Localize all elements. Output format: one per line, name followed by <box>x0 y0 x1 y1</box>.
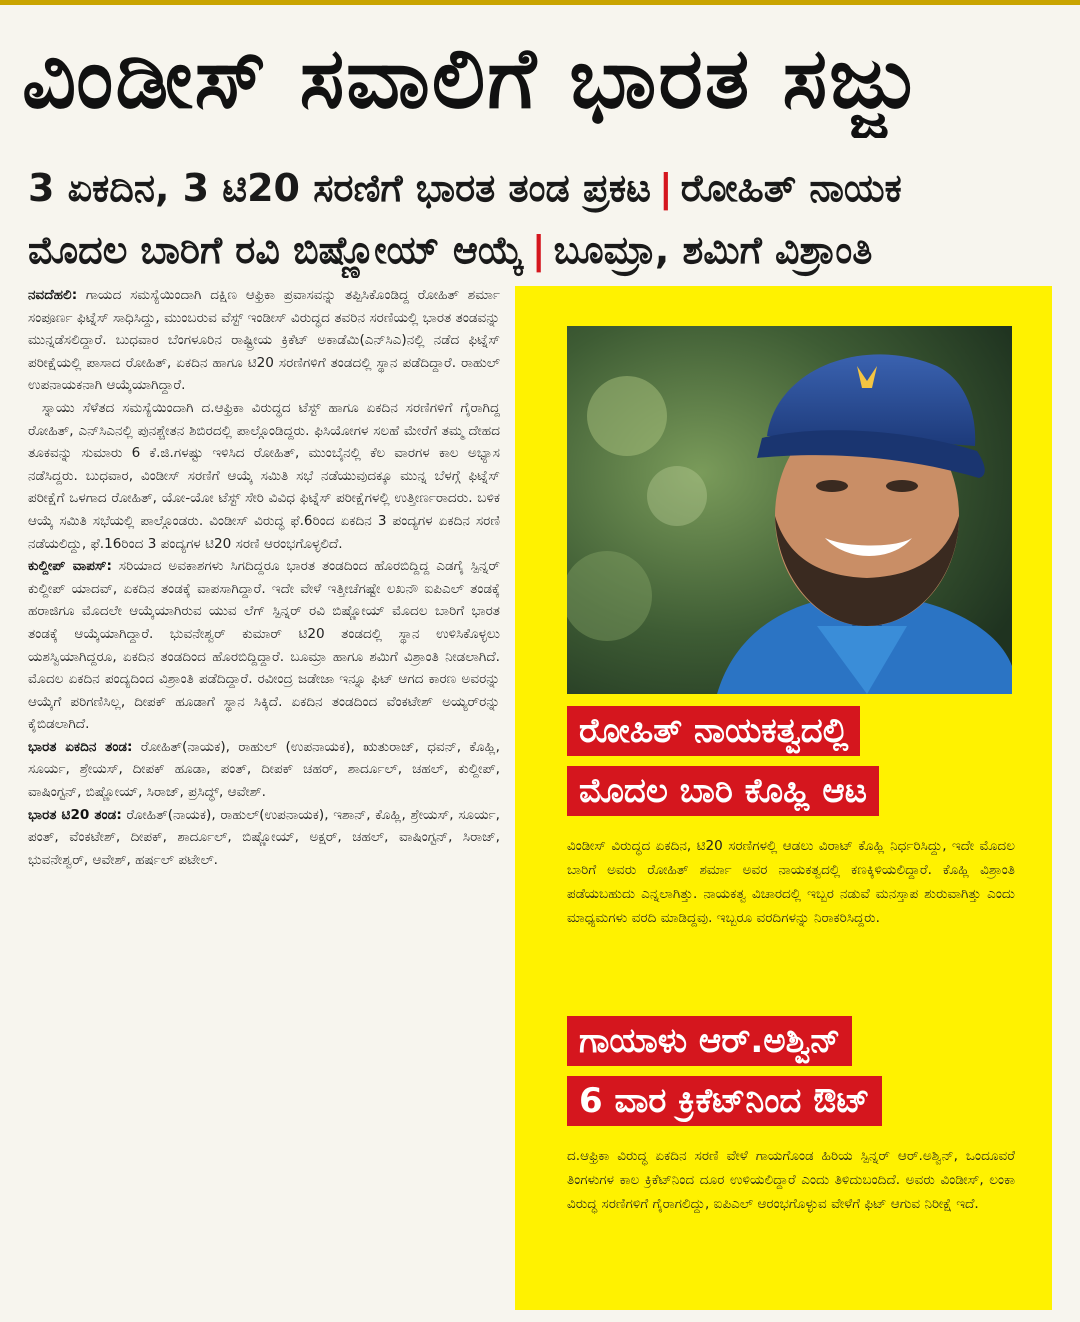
box1-headline-line2: ಮೊದಲ ಬಾರಿ ಕೊಹ್ಲಿ ಆಟ <box>567 766 879 816</box>
subheadline-2b: ಬೂಮ್ರಾ, ಶಮಿಗೆ ವಿಶ್ರಾಂತಿ <box>553 228 873 272</box>
subheadline-2 <box>28 222 1058 278</box>
subheadline-2a: ಮೊದಲ ಬಾರಿಗೆ ರವಿ ಬಿಷ್ಣೋಯ್ ಆಯ್ಕೆ <box>28 228 524 272</box>
article-text: ಸ್ನಾಯು ಸೆಳೆತದ ಸಮಸ್ಯೆಯಿಂದಾಗಿ ದ.ಆಫ್ರಿಕಾ ವಿರುದ್ಧದ ಟೆಸ್ಟ್ ಹಾಗೂ ಏಕದಿನ ಸರಣಿಗಳಿಗೆ ಗೈರಾಗಿದ್ದ ರೋಹಿತ್, ಎನ್‌ಸಿಎನಲ್ಲಿ ಪುನಶ್ಚೇತನ ಶಿಬಿರದಲ್ಲಿ ಪಾಲ್ಗೊಂಡಿದ್ದರು. ಫಿಸಿಯೋಗಳ ಸಲಹೆ ಮೇರೆಗೆ ತಮ್ಮ ದೇಹದ ತೂಕವನ್ನು ಸುಮಾರು 6 ಕೆ.ಜಿ.ಗಳಷ್ಟು ಇಳಿಸಿದ ರೋಹಿತ್, ಮುಂಬೈನಲ್ಲಿ ಕೆಲ ವಾರಗಳ ಕಾಲ ಅಭ್ಯಾಸ ನಡೆಸಿದ್ದರು. ಬುಧವಾರ, ವಿಂಡೀಸ್ ಸರಣಿಗೆ ಆಯ್ಕೆ ಸಮಿತಿ ಸಭೆ ನಡೆಯುವುದಕ್ಕೂ ಮುನ್ನ ಬೆಳಗ್ಗೆ ಫಿಟ್ನೆಸ್ ಪರೀಕ್ಷೆಗೆ ಒಳಗಾದ ರೋಹಿತ್, ಯೋ-ಯೋ ಟೆಸ್ಟ್ ಸೇರಿ ವಿವಿಧ ಫಿಟ್ನೆಸ್ ಪರೀಕ್ಷೆಗಳಲ್ಲಿ ಉತ್ತೀರ್ಣರಾದರು. ಬಳಿಕ ಆಯ್ಕೆ ಸಮಿತಿ ಸಭೆಯಲ್ಲಿ ಪಾಲ್ಗೊಂಡರು. ವಿಂಡೀಸ್ ವಿರುದ್ಧ ಫೆ.6ರಿಂದ ಏಕದಿನ 3 ಪಂದ್ಯಗಳ ಏಕದಿನ ಸರಣಿ ನಡೆಯಲಿದ್ದು, ಫೆ.16ರಿಂದ 3 ಪಂದ್ಯಗಳ ಟಿ20 ಸರಣಿ ಆರಂಭಗೊಳ್ಳಲಿದೆ. <box>28 399 500 552</box>
box2-headline-line2: 6 ವಾರ ಕ್ರಿಕೆಟ್‌ನಿಂದ ಔಟ್ <box>567 1076 882 1126</box>
article-paragraph <box>28 284 500 397</box>
article-paragraph <box>28 555 500 736</box>
article-text: ಗಾಯದ ಸಮಸ್ಯೆಯಿಂದಾಗಿ ದಕ್ಷಿಣ ಆಫ್ರಿಕಾ ಪ್ರವಾಸವನ್ನು ತಪ್ಪಿಸಿಕೊಂಡಿದ್ದ ರೋಹಿತ್ ಶರ್ಮಾ ಸಂಪೂರ್ಣ ಫಿಟ್ನೆಸ್ ಸಾಧಿಸಿದ್ದು, ಮುಂಬರುವ ವೆಸ್ಟ್ ಇಂಡೀಸ್ ವಿರುದ್ಧದ ತವರಿನ ಸರಣಿಯಲ್ಲಿ ಭಾರತ ತಂಡವನ್ನು ಮುನ್ನಡೆಸಲಿದ್ದಾರೆ. ಬುಧವಾರ ಬೆಂಗಳೂರಿನ ರಾಷ್ಟ್ರೀಯ ಕ್ರಿಕೆಟ್ ಅಕಾಡೆಮಿ(ಎನ್‌ಸಿಎ)ನಲ್ಲಿ ನಡೆದ ಫಿಟ್ನೆಸ್ ಪರೀಕ್ಷೆಯಲ್ಲಿ ಪಾಸಾದ ರೋಹಿತ್, ಏಕದಿನ ಹಾಗೂ ಟಿ20 ಸರಣಿಗಳಿಗೆ ತಂಡದಲ್ಲಿ ಸ್ಥಾನ ಪಡೆದಿದ್ದಾರೆ. ರಾಹುಲ್ ಉಪನಾಯಕನಾಗಿ ಆಯ್ಕೆಯಾಗಿದ್ದಾರೆ. <box>28 287 500 394</box>
dateline: ನವದೆಹಲಿ: <box>28 287 78 303</box>
subhead-odi-squad: ಭಾರತ ಏಕದಿನ ತಂಡ: <box>28 738 133 755</box>
box1-headline-line1: ರೋಹಿತ್ ನಾಯಕತ್ವದಲ್ಲಿ <box>567 706 860 756</box>
article-text: ರೋಹಿತ್(ನಾಯಕ), ರಾಹುಲ್(ಉಪನಾಯಕ), ಇಶಾನ್, ಕೊಹ್ಲಿ, ಶ್ರೇಯಸ್, ಸೂರ್ಯ, ಪಂತ್, ವೆಂಕಟೇಶ್, ದೀಪಕ್, ಶಾರ್ದೂಲ್, ಬಿಷ್ಣೋಯ್, ಅಕ್ಷರ್, ಚಹಲ್, ವಾಷಿಂಗ್ಟನ್, ಸಿರಾಜ್, ಭುವನೇಶ್ವರ್, ಆವೇಶ್, ಹರ್ಷಲ್ ಪಟೇಲ್. <box>28 806 500 868</box>
subheadline-1a: 3 ಏಕದಿನ, 3 ಟಿ20 ಸರಣಿಗೆ ಭಾರತ ತಂಡ ಪ್ರಕಟ <box>28 166 651 210</box>
subhead-kuldeep: ಕುಲ್ದೀಪ್ ವಾಪಸ್: <box>28 558 112 575</box>
subheadline-1b: ರೋಹಿತ್ ನಾಯಕ <box>680 166 902 210</box>
article-text: ಸರಿಯಾದ ಅವಕಾಶಗಳು ಸಿಗದಿದ್ದರೂ ಭಾರತ ತಂಡದಿಂದ ಹೊರಬಿದ್ದಿದ್ದ ಎಡಗೈ ಸ್ಪಿನ್ನರ್ ಕುಲ್ದೀಪ್ ಯಾದವ್, ಏಕದಿನ ತಂಡಕ್ಕೆ ವಾಪಸಾಗಿದ್ದಾರೆ. ಇದೇ ವೇಳೆ ಇತ್ತೀಚೆಗಷ್ಟೇ ಲಖನೌ ಐಪಿಎಲ್ ತಂಡಕ್ಕೆ ಹರಾಜಿಗೂ ಮೊದಲೇ ಆಯ್ಕೆಯಾಗಿರುವ ಯುವ ಲೆಗ್ ಸ್ಪಿನ್ನರ್ ರವಿ ಬಿಷ್ಣೋಯ್ ಮೊದಲ ಬಾರಿಗೆ ಭಾರತ ತಂಡಕ್ಕೆ ಆಯ್ಕೆಯಾಗಿದ್ದಾರೆ. ಭುವನೇಶ್ವರ್ ಕುಮಾರ್ ಟಿ20 ತಂಡದಲ್ಲಿ ಸ್ಥಾನ ಉಳಿಸಿಕೊಳ್ಳಲು ಯಶಸ್ವಿಯಾಗಿದ್ದರೂ, ಏಕದಿನ ತಂಡದಿಂದ ಹೊರಬಿದ್ದಿದ್ದಾರೆ. ಬೂಮ್ರಾ ಹಾಗೂ ಶಮಿಗೆ ವಿಶ್ರಾಂತಿ ನೀಡಲಾಗಿದೆ. ಮೊದಲ ಏಕದಿನ ಪಂದ್ಯದಿಂದ ವಿಶ್ರಾಂತಿ ಪಡೆದಿದ್ದಾರೆ. ರವೀಂದ್ರ ಜಡೇಜಾ ಇನ್ನೂ ಫಿಟ್ ಆಗದ ಕಾರಣ ಅವರನ್ನು ಆಯ್ಕೆಗೆ ಪರಿಗಣಿಸಿಲ್ಲ, ದೀಪಕ್ ಹೂಡಾಗೆ ಸ್ಥಾನ ಸಿಕ್ಕಿದೆ. ಏಕದಿನ ತಂಡದಿಂದ ವೆಂಕಟೇಶ್ ಅಯ್ಯರ್‌ರನ್ನು ಕೈಬಿಡಲಾಗಿದೆ. <box>28 558 500 733</box>
top-rule <box>0 0 1080 5</box>
subheadline-separator: | <box>658 166 673 210</box>
box2-body: ದ.ಆಫ್ರಿಕಾ ವಿರುದ್ಧ ಏಕದಿನ ಸರಣಿ ವೇಳೆ ಗಾಯಗೊಂಡ ಹಿರಿಯ ಸ್ಪಿನ್ನರ್ ಆರ್.ಅಶ್ವಿನ್, ಒಂದೂವರೆ ತಿಂಗಳುಗಳ ಕಾಲ ಕ್ರಿಕೆಟ್‌ನಿಂದ ದೂರ ಉಳಿಯಲಿದ್ದಾರೆ ಎಂದು ತಿಳಿದುಬಂದಿದೆ. ಅವರು ವಿಂಡೀಸ್, ಲಂಕಾ ವಿರುದ್ಧ ಸರಣಿಗಳಿಗೆ ಗೈರಾಗಲಿದ್ದು, ಐಪಿಎಲ್ ಆರಂಭಗೊಳ್ಳುವ ವೇಳೆಗೆ ಫಿಟ್ ಆಗುವ ನಿರೀಕ್ಷೆ ಇದೆ. <box>567 1148 1015 1212</box>
headline: ವಿಂಡೀಸ್ ಸವಾಲಿಗೆ ಭಾರತ ಸಜ್ಜು <box>22 29 921 127</box>
article-paragraph <box>28 804 500 872</box>
box2-headline-line1: ಗಾಯಾಳು ಆರ್.ಅಶ್ವಿನ್ <box>567 1016 852 1066</box>
subheadline-1 <box>28 160 1058 216</box>
article-paragraph <box>28 397 500 555</box>
sidebar-box <box>515 286 1052 1310</box>
subhead-t20-squad: ಭಾರತ ಟಿ20 ತಂಡ: <box>28 806 122 823</box>
article-body <box>28 284 500 1314</box>
player-photo <box>567 326 1012 694</box>
article-text: ರೋಹಿತ್(ನಾಯಕ), ರಾಹುಲ್ (ಉಪನಾಯಕ), ಋತುರಾಜ್, ಧವನ್, ಕೊಹ್ಲಿ, ಸೂರ್ಯ, ಶ್ರೇಯಸ್, ದೀಪಕ್ ಹೂಡಾ, ಪಂತ್, ದೀಪಕ್ ಚಹರ್, ಶಾರ್ದೂಲ್, ಚಹಲ್, ಕುಲ್ದೀಪ್, ವಾಷಿಂಗ್ಟನ್, ಬಿಷ್ಣೋಯ್, ಸಿರಾಜ್, ಪ್ರಸಿದ್ಧ್, ಆವೇಶ್. <box>28 738 500 801</box>
player-photo-illustration <box>567 326 1012 694</box>
article-paragraph <box>28 736 500 804</box>
box1-body: ವಿಂಡೀಸ್ ವಿರುದ್ಧದ ಏಕದಿನ, ಟಿ20 ಸರಣಿಗಳಲ್ಲಿ ಆಡಲು ವಿರಾಟ್ ಕೊಹ್ಲಿ ನಿರ್ಧರಿಸಿದ್ದು, ಇದೇ ಮೊದಲ ಬಾರಿಗೆ ಅವರು ರೋಹಿತ್ ಶರ್ಮಾ ಅವರ ನಾಯಕತ್ವದಲ್ಲಿ ಕಣಕ್ಕಿಳಿಯಲಿದ್ದಾರೆ. ಕೊಹ್ಲಿ ವಿಶ್ರಾಂತಿ ಪಡೆಯಬಹುದು ಎನ್ನಲಾಗಿತ್ತು. ನಾಯಕತ್ವ ವಿಚಾರದಲ್ಲಿ ಇಬ್ಬರ ನಡುವೆ ಮನಸ್ತಾಪ ಶುರುವಾಗಿತ್ತು ಎಂದು ಮಾಧ್ಯಮಗಳು ವರದಿ ಮಾಡಿದ್ದವು. ಇಬ್ಬರೂ ವರದಿಗಳನ್ನು ನಿರಾಕರಿಸಿದ್ದರು. <box>567 838 1015 926</box>
subheadline-separator: | <box>531 228 546 272</box>
